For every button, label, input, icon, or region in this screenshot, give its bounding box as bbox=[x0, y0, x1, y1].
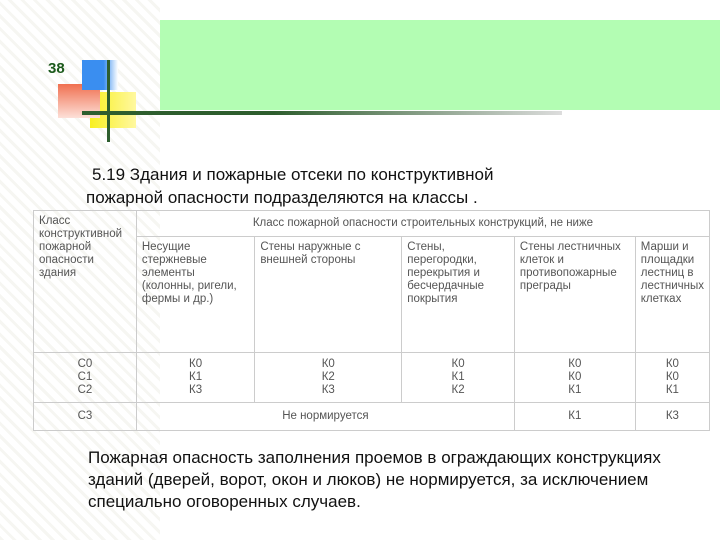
value-cell: К0 К2 К3 bbox=[255, 353, 402, 403]
column-header: Стены наружные с внешней стороны bbox=[255, 237, 402, 353]
value-cell: К0 К0 К1 bbox=[514, 353, 635, 403]
class-cell: С0 С1 С2 bbox=[34, 353, 137, 403]
group-header: Класс пожарной опасности строительных конструкций, не ниже bbox=[136, 211, 709, 237]
value-cell: К0 К0 К1 bbox=[635, 353, 709, 403]
value-cell: К3 bbox=[635, 403, 709, 431]
intro-line-1: 5.19 Здания и пожарные отсеки по конструктивной bbox=[92, 165, 494, 184]
value-cell: К1 bbox=[514, 403, 635, 431]
column-header: Стены, перегородки, перекрытия и бесчердачные покрытия bbox=[402, 237, 515, 353]
value-cell: К0 К1 К2 bbox=[402, 353, 515, 403]
corner-header: Класс конструктивной пожарной опасности здания bbox=[34, 211, 137, 353]
column-header: Стены лестничных клеток и противопожарные преграды bbox=[514, 237, 635, 353]
bottom-text: Пожарная опасность заполнения проемов в ограждающих конструкциях зданий (дверей, ворот, окон и люков) не нормируется, за исключением специально оговоренных случаев. bbox=[88, 448, 661, 511]
decor-vertical-line bbox=[107, 60, 110, 142]
intro-line-2: пожарной опасности подразделяются на классы . bbox=[86, 188, 478, 207]
not-normed-cell: Не нормируется bbox=[136, 403, 514, 431]
title-banner bbox=[160, 20, 720, 110]
table-row bbox=[34, 403, 710, 431]
value-cell: К0 К1 К3 bbox=[136, 353, 254, 403]
table-row bbox=[34, 353, 710, 403]
slide-number: 38 bbox=[48, 60, 65, 77]
intro-text bbox=[72, 163, 494, 209]
column-header: Несущие стержневые элементы (колонны, ригели, фермы и др.) bbox=[136, 237, 254, 353]
column-header: Марши и площадки лестниц в лестничных клетках bbox=[635, 237, 709, 353]
decor-horizontal-line bbox=[82, 111, 562, 115]
class-cell: С3 bbox=[34, 403, 137, 431]
fire-class-table bbox=[33, 210, 710, 431]
decor-blue-square bbox=[82, 60, 118, 90]
